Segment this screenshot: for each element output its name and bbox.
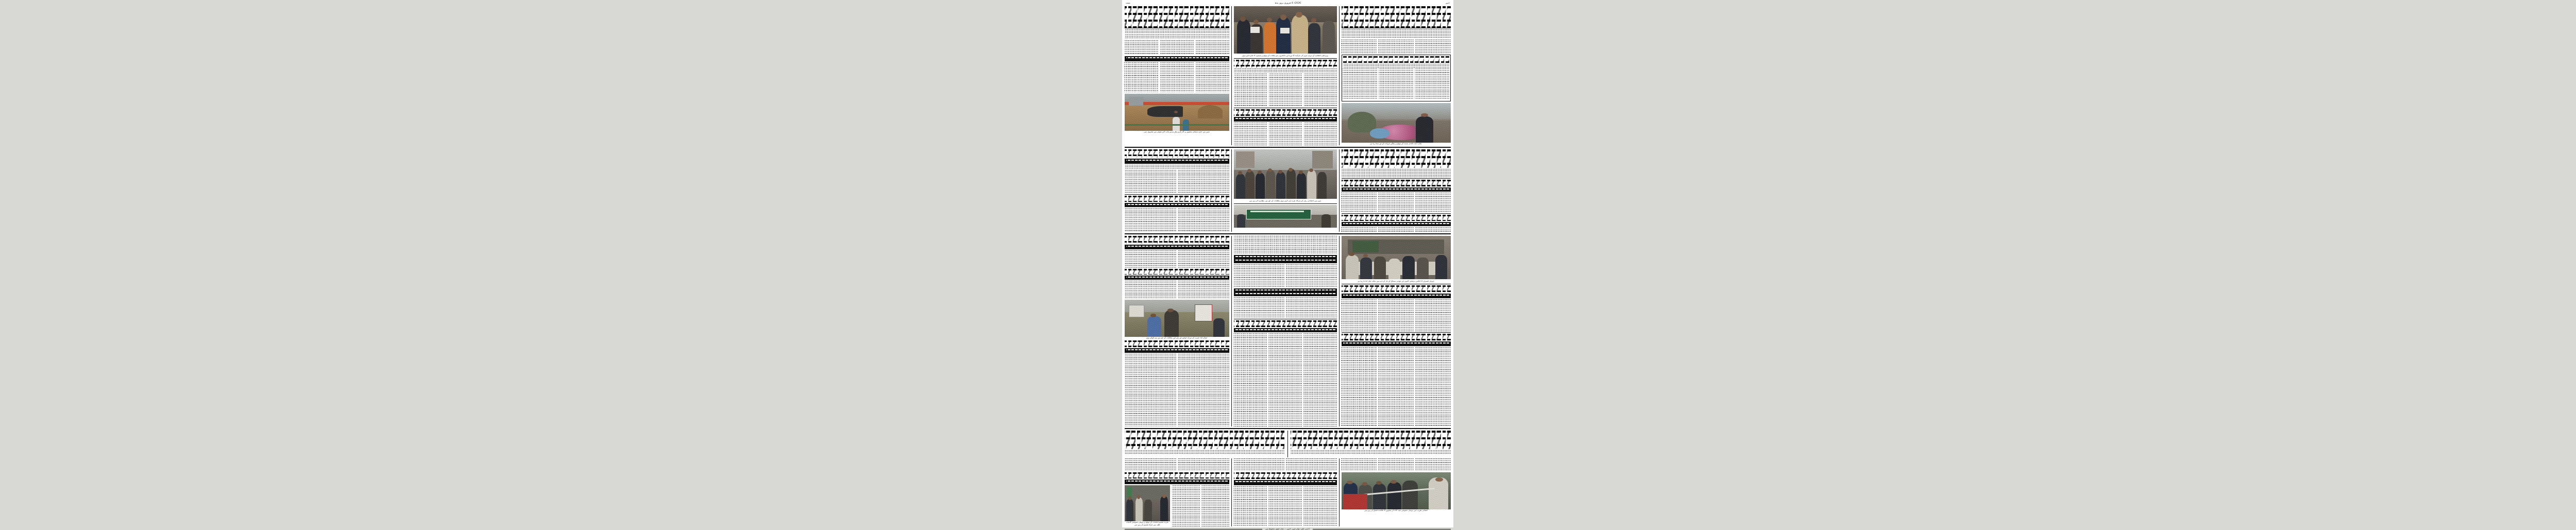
lead-right-body-col-2 [1160, 40, 1194, 55]
boxed-story-wheat-sub [1344, 64, 1450, 67]
bottom-left-zone [1342, 458, 1451, 526]
banner-ceremony-photo [1234, 205, 1337, 228]
lead-left-body-col-1 [1416, 40, 1451, 53]
masthead-date: 2026ء 4 فروری بروز بدھ [1275, 2, 1302, 5]
lower-right-col-3 [1178, 281, 1230, 298]
lower-right-zone [1125, 236, 1230, 426]
center-zone [1232, 6, 1340, 145]
award-ceremony-photo [1125, 485, 1171, 521]
lower-left-body2-col-3 [1342, 347, 1377, 426]
lower-left-headline-1 [1342, 285, 1451, 293]
fbr-inverted-bar [1125, 159, 1230, 164]
bottom-center-top-col-2 [1234, 458, 1285, 471]
bottom-right-top-col-2 [1125, 458, 1177, 471]
center-subheadline-1-deck [1234, 69, 1337, 73]
lower-left-headline-2 [1342, 334, 1451, 340]
lower-right-col-1 [1178, 250, 1230, 268]
center-body2-col-3 [1234, 123, 1267, 145]
iran-protest-sub [1125, 480, 1230, 484]
lower-band [1125, 236, 1451, 426]
mid-headline-civil-defence [1342, 180, 1451, 186]
fbr-headline [1125, 149, 1230, 158]
bottom-left-top-col-2 [1379, 458, 1414, 471]
banner-mid-deck [1342, 174, 1451, 177]
mid-left-body2-col-3 [1342, 227, 1377, 232]
masthead-right-note: صفحہ [1126, 2, 1131, 4]
center-body-col-2 [1269, 74, 1302, 107]
construction-site-photo-caption: شہر میں جاری ترقیاتی منصوبے پر کام کرنے والے مزدور پائپ لائن بچھانے میں مصروف ہیں [1144, 131, 1210, 133]
lower-left-inverted-1 [1342, 294, 1451, 298]
center-subheadline-1 [1234, 60, 1337, 67]
bottom-banner-band [1125, 431, 1451, 457]
lead-left-deck [1342, 34, 1451, 39]
center-body-col-1 [1304, 74, 1337, 107]
lead-right-subhead [1125, 29, 1230, 34]
bottom-right-zone [1125, 458, 1230, 526]
footer [1125, 528, 1451, 530]
lower-right-col-2 [1125, 250, 1177, 268]
lead-story-left [1342, 6, 1451, 145]
lead-left-subhead [1342, 29, 1451, 34]
lower-center-col-2 [1234, 264, 1285, 287]
protest-rally-photo [1234, 149, 1337, 199]
lower-right-col-5 [1178, 354, 1230, 426]
lower-right-headline-2 [1125, 269, 1230, 275]
mid-left-body-col-1 [1416, 193, 1451, 212]
lower-center-col-7 [1234, 333, 1267, 426]
boxed-story-wheat [1342, 55, 1451, 101]
mid-right-headline-2 [1125, 196, 1230, 202]
ribbon-cutting-photo-caption: افتتاحی تقریب میں مہمان خصوصی فیتہ کاٹ کر منصوبے کا باقاعدہ افتتاح کر رہے ہیں [1365, 509, 1428, 511]
bottom-center-zone [1232, 458, 1340, 526]
bottom-banner-right [1125, 431, 1285, 457]
mid-left-body-col-3 [1342, 193, 1377, 212]
market-inspection-photo-caption: وزیراعلیٰ انتظامیہ کے دوران شہر کی مارکیٹ کا دورہ اور دکانداروں سے ملاقات کے موقع پر قیمتوں کا جائزہ لیتے ہوئے [1243, 55, 1329, 57]
center-body2-col-1 [1304, 123, 1337, 145]
protest-rally-photo-caption: شہر میں احتجاجی ریلی کے شرکاء نعرے بازی کرتے ہوئے مطالبات کے حق میں مظاہرہ کر رہے ہیں [1249, 200, 1322, 202]
karachi-market-fire-sub [1125, 348, 1230, 353]
lead-left-body-col-3 [1342, 40, 1377, 53]
boxed-story-wheat-title [1344, 56, 1450, 63]
lower-center-zone [1232, 236, 1340, 426]
bottom-banner-left-headline [1291, 431, 1451, 449]
lead-left-body-col-2 [1379, 40, 1414, 53]
top-band [1125, 6, 1451, 145]
lower-right-headline-1 [1125, 236, 1230, 244]
center-body2-col-2 [1269, 123, 1302, 145]
lower-right-inverted-2 [1125, 276, 1230, 280]
lead-right-body2-col-2 [1160, 62, 1194, 92]
lead-right-headline [1125, 6, 1230, 28]
lower-center-headline [1234, 320, 1337, 327]
boxed-story-wheat-col-3 [1343, 69, 1378, 100]
lower-right-col-4 [1125, 281, 1177, 298]
lower-center-body-top [1234, 236, 1337, 253]
bottom-right-top-col-1 [1178, 458, 1230, 471]
fbr-deck [1125, 165, 1230, 169]
banner-mid-headline [1342, 149, 1451, 168]
bottom-banner-right-subhead [1125, 450, 1285, 454]
lower-center-col-4 [1234, 297, 1285, 318]
lead-right-body2-col-1 [1196, 62, 1230, 92]
outdoor-event-photo [1125, 300, 1230, 337]
boxed-story-wheat-col-1 [1415, 69, 1450, 100]
fbr-body-col-1 [1178, 170, 1230, 193]
bottom-center-top-col-1 [1286, 458, 1337, 471]
mid-headline-hormuz-sub [1342, 222, 1451, 226]
boxed-headline-flood [1234, 288, 1337, 296]
lower-center-col-1 [1286, 264, 1337, 287]
market-inspection-photo [1234, 6, 1337, 54]
bottom-banner-left [1288, 431, 1451, 457]
bottom-banner-right-headline [1125, 431, 1285, 449]
middle-band [1125, 149, 1451, 232]
lower-left-body2-col-2 [1379, 347, 1414, 426]
lower-left-inverted-2 [1342, 341, 1451, 346]
lead-right-deck [1125, 35, 1230, 39]
lead-left-headline [1342, 6, 1451, 28]
award-ceremony-photo-caption: تقریب تقسیم انعامات کے موقع پر مہمان خصوصی کامیاب طلبہ میں اسناد تقسیم کر رہے ہیں [1126, 521, 1169, 526]
lower-center-col-5 [1304, 333, 1337, 426]
bottom-content-band [1125, 458, 1451, 526]
lead-right-body2-col-3 [1125, 62, 1159, 92]
meeting-room-photo [1342, 236, 1451, 279]
fbr-body-col-2 [1125, 170, 1177, 193]
bottom-left-top-col-1 [1416, 458, 1451, 471]
mid-right-body2-col-2 [1125, 208, 1177, 232]
mid-right-zone [1125, 149, 1230, 232]
banner-mid-subhead [1342, 169, 1451, 173]
mid-left-zone [1342, 149, 1451, 232]
lower-left-zone [1342, 236, 1451, 426]
mid-headline-hormuz [1342, 215, 1451, 221]
mid-headline-civil-defence-sub [1342, 187, 1451, 192]
bottom-center-col-2 [1269, 486, 1302, 526]
meeting-room-photo-caption: ڈویژنل افسران کا اجلاس، ترقیاتی کاموں اور عوامی مسائل کے حل کے بارے میں تبادلہ خیال کیا جا رہا ہے [1358, 280, 1435, 282]
bottom-center-col-3 [1234, 486, 1267, 526]
ribbon-cutting-photo [1342, 472, 1451, 509]
mid-left-body2-col-1 [1416, 227, 1451, 232]
center-headline-marriage-dispute-sub [1234, 117, 1337, 122]
kite-vendor-photo [1342, 103, 1451, 143]
lower-left-body-col-3 [1342, 299, 1377, 331]
lead-story-right [1125, 6, 1230, 145]
lead-right-body-col-3 [1125, 40, 1159, 55]
iran-protest-headline [1125, 472, 1230, 478]
lead-right-body-col-1 [1196, 40, 1230, 55]
boxed-story-wheat-col-2 [1379, 69, 1414, 100]
bottom-center-col-1 [1304, 486, 1337, 526]
mid-right-body2-col-1 [1178, 208, 1230, 232]
outdoor-event-photo-caption: اسلام آباد: تقریب کے دوران خواتین اور بچے اپنے مطالبات کے حق میں بینر اٹھائے ہوئے [1146, 337, 1208, 339]
lower-center-inverted [1234, 328, 1337, 332]
bottom-banner-left-subhead [1291, 450, 1451, 454]
lower-center-col-6 [1269, 333, 1302, 426]
lower-center-col-3 [1286, 297, 1337, 318]
kite-vendor-photo-caption: ملتان: ایک دکاندار بسنت کے موقع پر پتنگیں فروخت کے لیے سجا رہا ہے [1370, 143, 1422, 145]
center-body-col-3 [1234, 74, 1267, 107]
mid-center-zone [1232, 149, 1340, 232]
mid-left-body2-col-2 [1379, 227, 1414, 232]
bottom-left-top-col-3 [1342, 458, 1377, 471]
bottom-right-col-2 [1173, 485, 1200, 526]
boxed-headline-nfc [1234, 255, 1337, 263]
mid-right-inverted-2 [1125, 203, 1230, 207]
lead-right-inverted-bar [1125, 56, 1230, 61]
footer-note: ادارتی دفتر: نوائے شہر، لاہور — تمام حقوق محفوظ ہیں [1265, 528, 1311, 530]
lower-left-body-col-1 [1416, 299, 1451, 331]
center-headline-marriage-dispute [1234, 109, 1337, 116]
flour-export-sub [1234, 480, 1337, 485]
newspaper-page [1123, 0, 1454, 530]
masthead-strip [1125, 0, 1451, 6]
bottom-right-col-1 [1202, 485, 1230, 526]
karachi-market-fire-headline [1125, 340, 1230, 347]
lower-right-inverted-1 [1125, 245, 1230, 249]
flour-export-headline [1234, 472, 1337, 479]
construction-site-photo [1125, 94, 1230, 131]
mid-left-body-col-2 [1379, 193, 1414, 212]
lower-left-body2-col-1 [1416, 347, 1451, 426]
lower-right-col-6 [1125, 354, 1177, 426]
lower-left-body-col-2 [1379, 299, 1414, 331]
masthead-left-note: لاہور [1446, 2, 1450, 4]
